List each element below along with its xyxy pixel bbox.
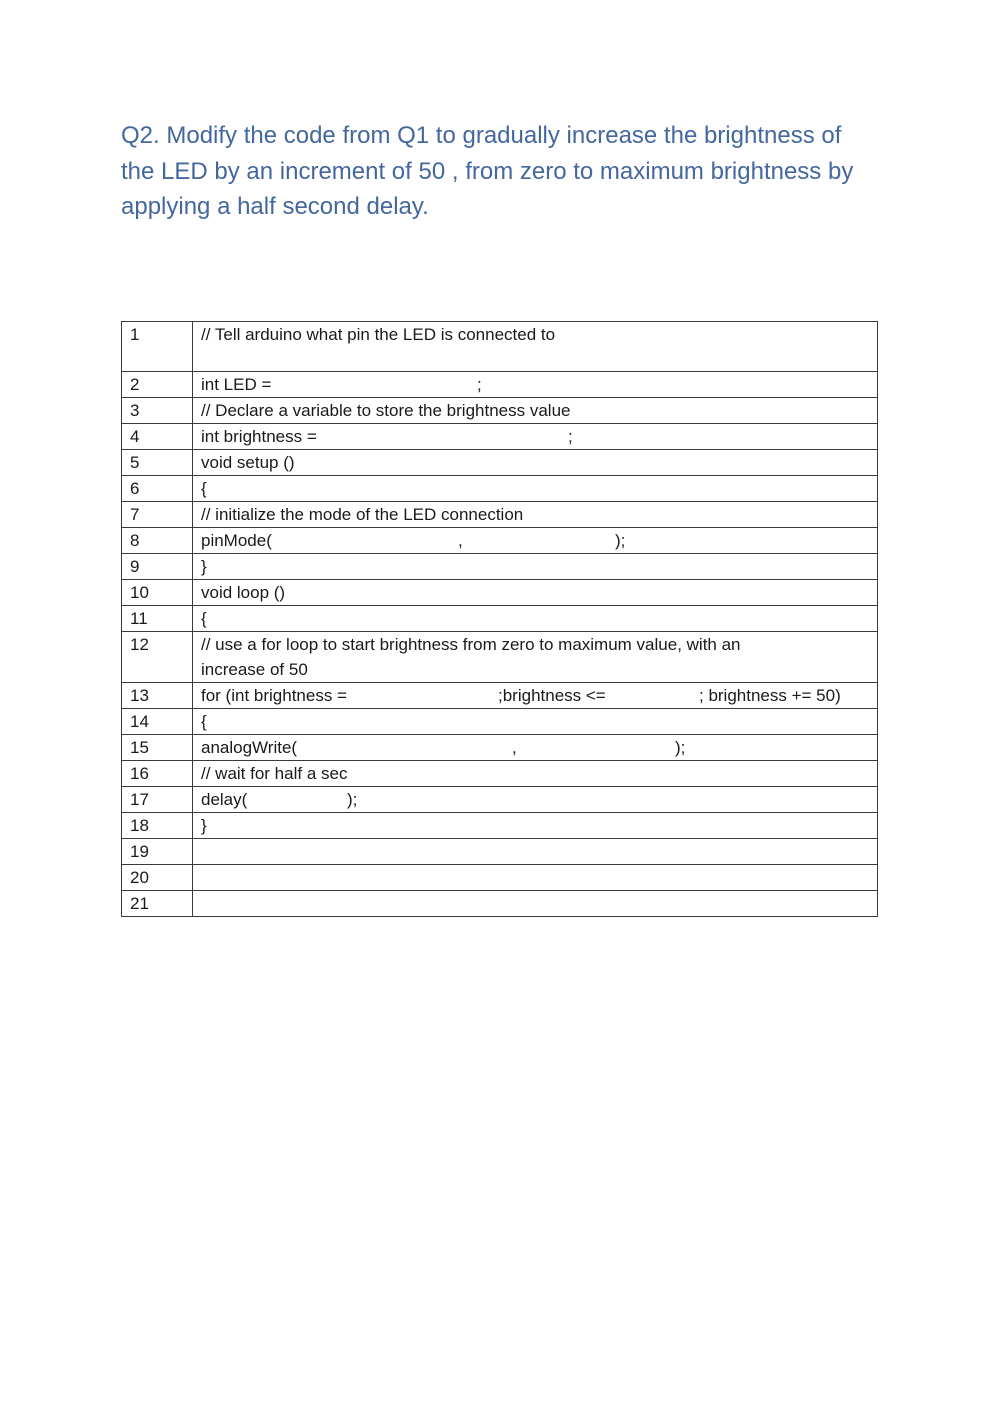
code-text: ); <box>615 531 626 550</box>
table-row <box>122 372 878 398</box>
code-line <box>193 606 878 632</box>
code-text: ;brightness <= <box>498 686 606 705</box>
code-text: // initialize the mode of the LED connection <box>201 505 524 524</box>
code-text: } <box>201 557 207 576</box>
table-row <box>122 632 878 683</box>
table-row <box>122 735 878 761</box>
code-text: // Declare a variable to store the brightness value <box>201 401 571 420</box>
table-row <box>122 839 878 865</box>
line-number: 17 <box>122 787 193 813</box>
table-row <box>122 891 878 917</box>
table-row <box>122 450 878 476</box>
code-text: for (int brightness = <box>201 686 347 705</box>
code-line <box>193 709 878 735</box>
table-row <box>122 424 878 450</box>
line-number: 4 <box>122 424 193 450</box>
line-number: 8 <box>122 528 193 554</box>
line-number: 20 <box>122 865 193 891</box>
line-number: 9 <box>122 554 193 580</box>
code-line <box>193 787 878 813</box>
code-text: { <box>201 479 207 498</box>
table-row <box>122 865 878 891</box>
code-line <box>193 502 878 528</box>
line-number: 11 <box>122 606 193 632</box>
code-line <box>193 476 878 502</box>
code-line <box>193 554 878 580</box>
table-row <box>122 709 878 735</box>
code-line <box>193 632 878 683</box>
code-text: increase of 50 <box>201 660 308 679</box>
code-text: int LED = <box>201 375 272 394</box>
code-text: // Tell arduino what pin the LED is connected to <box>201 325 556 344</box>
code-table <box>121 321 878 917</box>
code-line <box>193 891 878 917</box>
line-number: 12 <box>122 632 193 683</box>
line-number: 7 <box>122 502 193 528</box>
code-line <box>193 839 878 865</box>
question-text: Q2. Modify the code from Q1 to gradually increase the brightness of the LED by an increment of 50 , from zero to maximum brightness by applying a half second delay. <box>121 122 854 220</box>
code-text: { <box>201 609 207 628</box>
code-line <box>193 372 878 398</box>
line-number: 3 <box>122 398 193 424</box>
code-text: pinMode( <box>201 531 272 550</box>
line-number: 18 <box>122 813 193 839</box>
line-number: 21 <box>122 891 193 917</box>
code-line <box>193 683 878 709</box>
line-number: 13 <box>122 683 193 709</box>
code-text: } <box>201 816 207 835</box>
code-line <box>193 398 878 424</box>
table-row <box>122 502 878 528</box>
code-text: { <box>201 712 207 731</box>
line-number: 6 <box>122 476 193 502</box>
code-line <box>193 813 878 839</box>
code-text: , <box>512 738 517 757</box>
code-line <box>193 322 878 372</box>
table-row <box>122 322 878 372</box>
line-number: 16 <box>122 761 193 787</box>
line-number: 15 <box>122 735 193 761</box>
table-row <box>122 580 878 606</box>
code-text: void loop () <box>201 583 286 602</box>
code-text: // use a for loop to start brightness from zero to maximum value, with an <box>201 635 741 654</box>
table-row <box>122 787 878 813</box>
code-line <box>193 528 878 554</box>
code-line <box>193 761 878 787</box>
table-row <box>122 528 878 554</box>
line-number: 14 <box>122 709 193 735</box>
table-row <box>122 476 878 502</box>
code-text: void setup () <box>201 453 295 472</box>
table-row <box>122 813 878 839</box>
code-text: ); <box>675 738 686 757</box>
code-line <box>193 735 878 761</box>
code-text: analogWrite( <box>201 738 298 757</box>
table-row <box>122 606 878 632</box>
code-text: int brightness = <box>201 427 317 446</box>
code-text: ; <box>568 427 573 446</box>
code-text: ; <box>477 375 482 394</box>
code-line <box>193 424 878 450</box>
code-line <box>193 450 878 476</box>
line-number: 2 <box>122 372 193 398</box>
code-text: delay( <box>201 790 248 809</box>
table-row <box>122 398 878 424</box>
line-number: 10 <box>122 580 193 606</box>
table-row <box>122 554 878 580</box>
table-row <box>122 683 878 709</box>
code-text: , <box>458 531 463 550</box>
line-number: 1 <box>122 322 193 372</box>
table-row <box>122 761 878 787</box>
code-text: // wait for half a sec <box>201 764 348 783</box>
line-number: 5 <box>122 450 193 476</box>
code-text: ); <box>347 790 358 809</box>
code-line <box>193 865 878 891</box>
code-line <box>193 580 878 606</box>
code-text: ; brightness += 50) <box>699 686 841 705</box>
line-number: 19 <box>122 839 193 865</box>
